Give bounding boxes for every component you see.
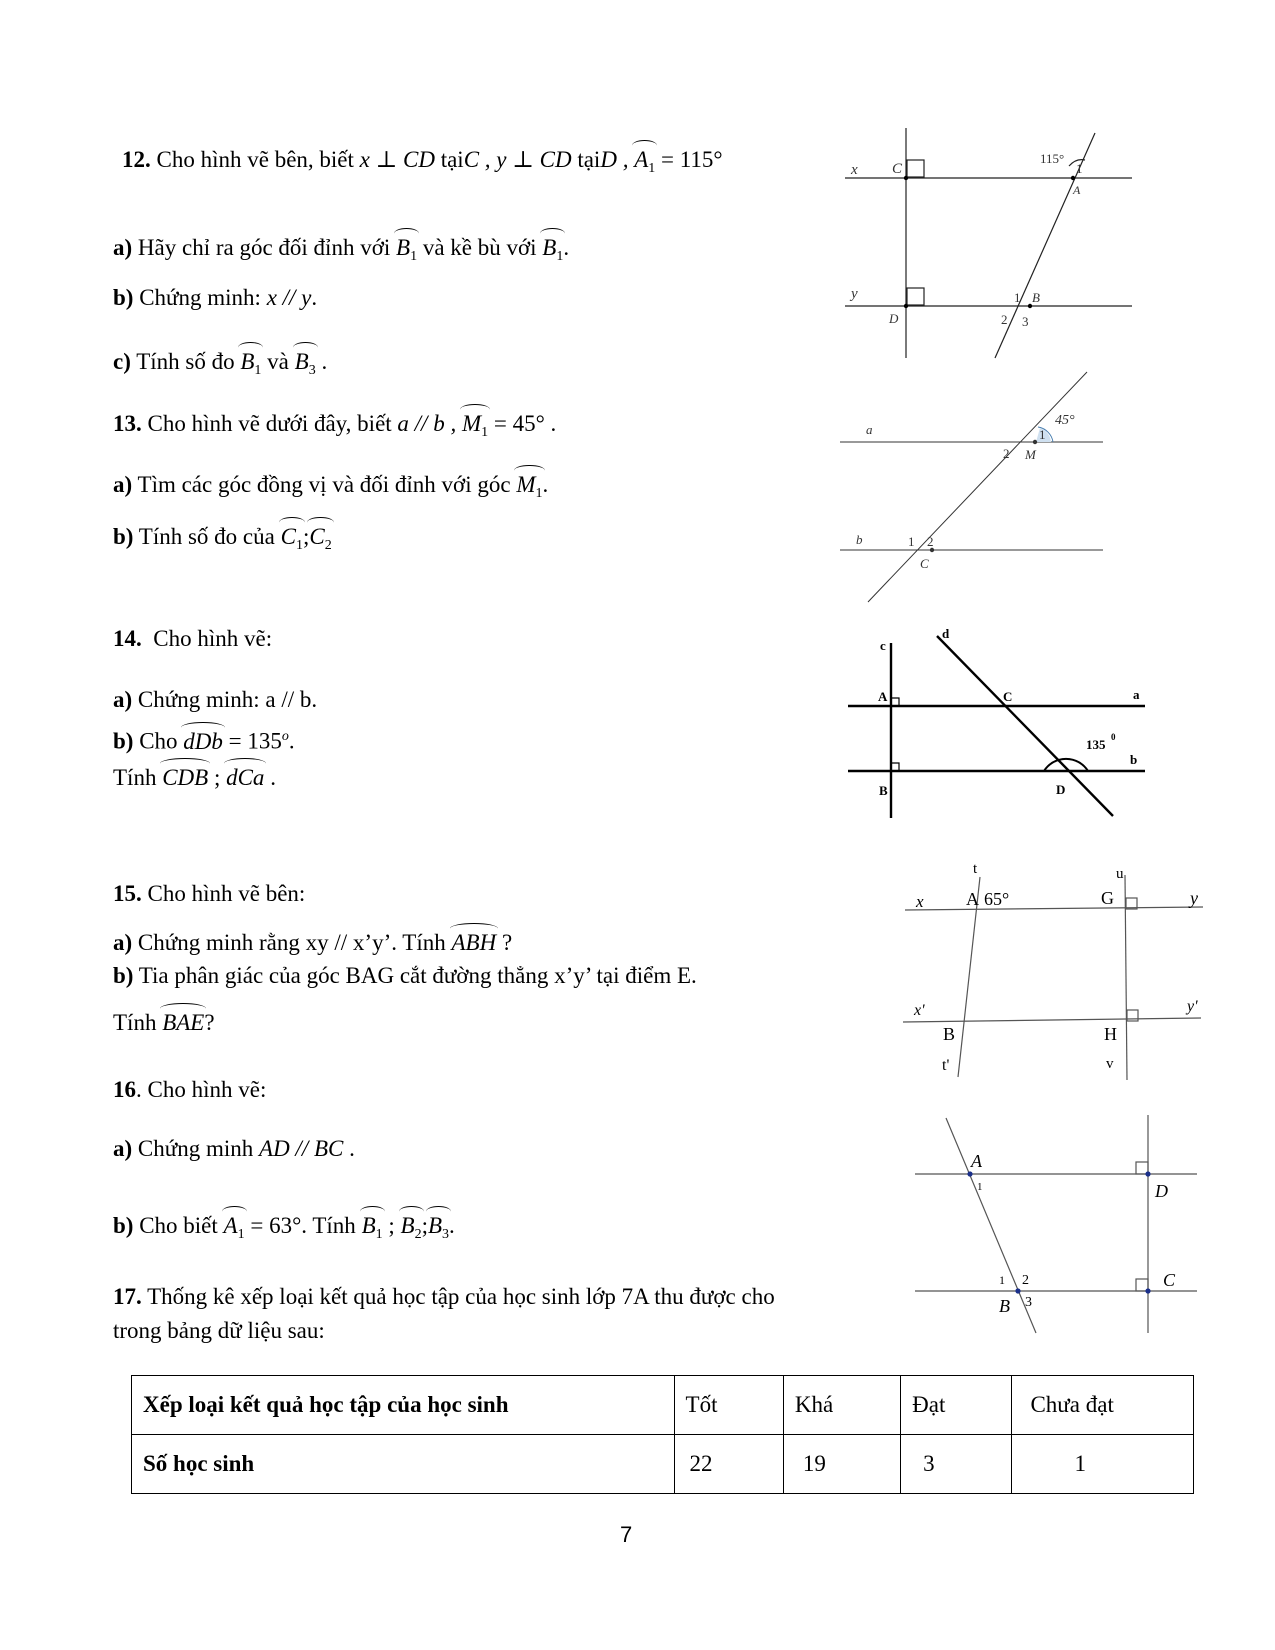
table-header-cell: Chưa đạt [1012,1376,1194,1435]
q16-part-b: b) Cho biết $A_1 = 63^\circ$. Tính $B_1$ ; $B_2;B_3$. [113,1208,455,1249]
q13-part-b: b) Tính số đo của $C_1;C_2$ [113,519,332,560]
svg-text:t: t [973,861,978,877]
svg-text:a: a [1133,687,1140,702]
q13-part-a: a) Tìm các góc đồng vị và đối đỉnh với góc $M_1$. [113,467,548,508]
table-row [132,1435,1194,1494]
svg-text:3: 3 [1025,1295,1032,1310]
svg-text:1: 1 [999,1273,1005,1287]
q12-part-c: c) Tính số đo $B_1$ và $B_3$ . [113,344,327,385]
svg-text:t': t' [942,1057,950,1074]
q16-figure [915,1115,1205,1345]
q16-part-a: a) Chứng minh AD // BC . [113,1136,355,1161]
svg-text:b: b [856,532,863,547]
fig12-C-label: C [892,161,903,177]
svg-text:135: 135 [1086,737,1106,752]
svg-text:a: a [866,422,873,437]
q12-intro: Cho hình vẽ bên, biết [156,147,354,172]
svg-text:y: y [1190,888,1198,908]
page-number: 7 [620,1522,633,1547]
fig12-three: 3 [1022,314,1029,329]
svg-text:D: D [1155,1181,1168,1201]
q15-part-b: b) Tia phân giác của góc BAG cắt đường thẳng x’y’ tại điểm E. [113,963,697,988]
svg-text:C: C [1163,1270,1176,1290]
q12-number: 12. [122,147,151,172]
q14-part-b: b) Cho dDb = $135^o$. [113,723,295,756]
fig12-x-label: x [851,162,858,178]
table-cell: 3 [901,1435,1012,1494]
svg-text:2: 2 [1022,1273,1029,1288]
svg-text:1: 1 [1039,427,1046,442]
q15-statement: 15. Cho hình vẽ bên: [113,881,306,906]
table-cell: 1 [1012,1435,1194,1494]
q12-math-4: y ⊥ CD [496,147,572,172]
q13-figure [840,372,1105,607]
fig12-A-label: A [1073,183,1081,197]
svg-text:1: 1 [908,534,915,549]
svg-text:C: C [1003,689,1013,704]
fig12-one-top: 1 [1076,161,1083,176]
svg-text:C: C [920,556,929,571]
svg-text:v: v [1106,1056,1114,1072]
fig12-B-label: B [1032,290,1040,305]
table-header-row [132,1376,1194,1435]
fig12-y-label: y [851,286,858,302]
table-cell: 22 [674,1435,783,1494]
fig12-two: 2 [1001,312,1008,327]
svg-text:c: c [880,638,886,653]
q15-part-c: Tính BAE? [113,1005,215,1037]
svg-text:A: A [878,689,888,704]
q12-angle: $A_1$ [634,142,655,183]
table-cell: 19 [783,1435,900,1494]
svg-text:x: x [916,892,924,911]
svg-text:A: A [971,1151,982,1171]
svg-text:d: d [942,626,950,641]
svg-text:B: B [943,1024,956,1044]
svg-text:x': x' [914,1002,925,1019]
q12-value: = 115° [661,147,723,172]
q16-statement: 16. Cho hình vẽ: [113,1077,267,1102]
svg-text:B: B [879,783,888,798]
q12-part-b: b) Chứng minh: x // y. [113,285,318,310]
table-header-cell: Tốt [674,1376,783,1435]
q15-part-a: a) Chứng minh rằng xy // x’y’. Tính ABH ? [113,925,512,957]
svg-text:0: 0 [1111,732,1116,742]
svg-text:45°: 45° [1055,413,1075,428]
q12-figure [845,128,1135,363]
fig12-D-label: D [889,311,899,326]
q15-figure [900,855,1210,1085]
results-table [131,1375,1194,1494]
svg-text:2: 2 [1003,446,1010,461]
svg-text:A: A [966,889,979,909]
q14-part-c: Tính CDB ; dCa . [113,760,276,792]
q13-statement: 13. Cho hình vẽ dưới đây, biết a // b , $M_1 = 45^\circ$ . [113,406,556,447]
fig12-one-b: 1 [1014,290,1021,305]
q14-figure [848,628,1148,828]
q12-math-3: C , [463,147,491,172]
q14-statement: 14. Cho hình vẽ: [113,626,273,651]
svg-text:G: G [1101,888,1114,908]
q12-statement [122,142,723,183]
svg-text:1: 1 [977,1181,983,1193]
svg-text:b: b [1130,752,1138,767]
svg-text:2: 2 [927,534,934,549]
q14-part-a: a) Chứng minh: a // b. [113,687,318,712]
q12-math-6: D , [600,147,629,172]
svg-text:y': y' [1187,998,1198,1015]
fig12-angle-label: 115° [1040,151,1065,166]
q12-text-2: tại [440,147,464,172]
table-cell: Số học sinh [132,1435,675,1494]
svg-text:65°: 65° [984,889,1010,909]
table-header-cell: Đạt [901,1376,1012,1435]
q12-math-1: x ⊥ CD [359,147,435,172]
table-header-cell: Khá [783,1376,900,1435]
svg-text:u: u [1116,866,1124,882]
svg-text:B: B [999,1296,1010,1316]
svg-text:D: D [1056,782,1066,797]
q17-statement-line2: trong bảng dữ liệu sau: [113,1318,325,1343]
q17-statement: 17. Thống kê xếp loại kết quả học tập của học sinh lớp 7A thu được cho [113,1284,775,1309]
svg-text:M: M [1025,447,1036,462]
q12-part-a: a) Hãy chỉ ra góc đối đỉnh với $B_1$ và kề bù với $B_1$. [113,230,569,271]
table-header-cell: Xếp loại kết quả học tập của học sinh [132,1376,675,1435]
q12-text-5: tại [577,147,601,172]
svg-text:H: H [1104,1024,1117,1044]
